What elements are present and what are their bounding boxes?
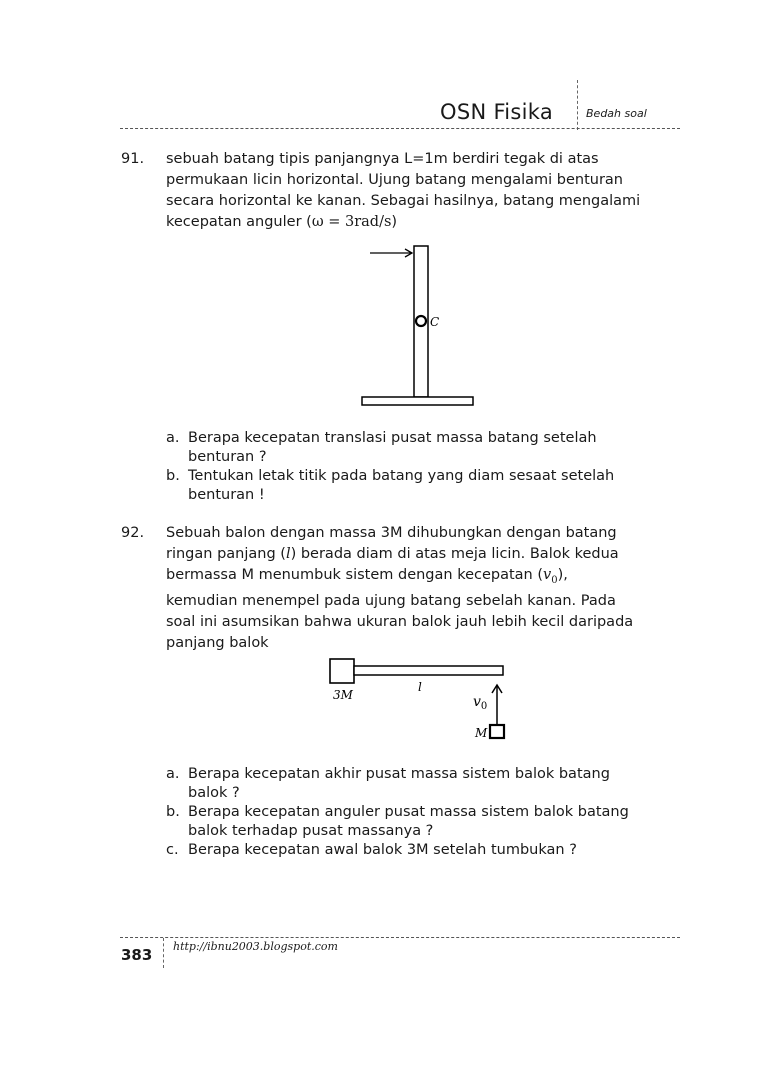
header-rule <box>120 128 680 129</box>
problem-92-line-4: kemudian menempel pada ujung batang sebelah kanan. Pada <box>166 592 616 609</box>
problem-92-line-2: ringan panjang (l) berada diam di atas meja licin. Balok kedua <box>166 546 619 562</box>
problem-91-questions <box>166 429 614 505</box>
label-3m: 3M <box>333 688 353 702</box>
block-3m <box>330 659 354 683</box>
problem-91-text <box>166 149 640 233</box>
question-92a: a. Berapa kecepatan akhir pusat massa sistem balok batang balok ? <box>166 766 610 801</box>
problem-91-number: 91. <box>121 151 145 167</box>
problem-92-text <box>166 523 633 654</box>
base-plate <box>362 397 473 405</box>
problem-92-questions <box>166 765 629 860</box>
light-rod <box>354 666 503 675</box>
problem-92-line-5: soal ini asumsikan bahwa ukuran balok jauh lebih kecil daripada <box>166 613 634 630</box>
footer-divider <box>163 938 164 968</box>
block-m <box>490 725 504 738</box>
label-v0: $v_0$ <box>473 694 488 712</box>
omega-expression: ω = 3rad/s <box>311 214 392 230</box>
question-91a: a. Berapa kecepatan translasi pusat massa batang setelah benturan ? <box>166 430 597 465</box>
problem-91-line-2: permukaan licin horizontal. Ujung batang mengalami benturan <box>166 172 623 188</box>
question-92b: b. Berapa kecepatan anguler pusat massa sistem balok batang balok terhadap pusat massanya ? <box>166 804 629 839</box>
footer-url-link[interactable]: http://ibnu2003.blogspot.com <box>173 940 338 953</box>
figure-rod-impulse <box>355 238 485 413</box>
question-92c: c. Berapa kecepatan awal balok 3M setelah tumbukan ? <box>166 842 577 858</box>
problem-91-line-4: kecepatan anguler (ω = 3rad/s) <box>166 214 398 230</box>
problem-92-number: 92. <box>121 525 145 541</box>
header-divider <box>577 80 578 130</box>
footer-rule <box>120 937 680 938</box>
problem-92-line-3: bermassa M menumbuk sistem dengan kecepatan $(v_0)$, <box>166 567 568 586</box>
problem-92-line-1: Sebuah balon dengan massa 3M dihubungkan dengan batang <box>166 525 617 541</box>
header-subtitle: Bedah soal <box>586 107 647 120</box>
label-l: l <box>418 680 422 694</box>
problem-92-line-6: panjang balok <box>166 634 269 651</box>
question-91b: b. Tentukan letak titik pada batang yang diam sesaat setelah benturan ! <box>166 468 615 503</box>
figure-block-rod-collision <box>325 655 515 745</box>
label-c: C <box>430 315 440 329</box>
label-m: M <box>475 726 488 740</box>
problem-91-line-3: secara horizontal ke kanan. Sebagai hasilnya, batang mengalami <box>166 193 641 209</box>
header-title: OSN Fisika <box>440 100 554 124</box>
page-number: 383 <box>121 946 153 964</box>
problem-91-line-1: sebuah batang tipis panjangnya L=1m berdiri tegak di atas <box>166 151 599 167</box>
